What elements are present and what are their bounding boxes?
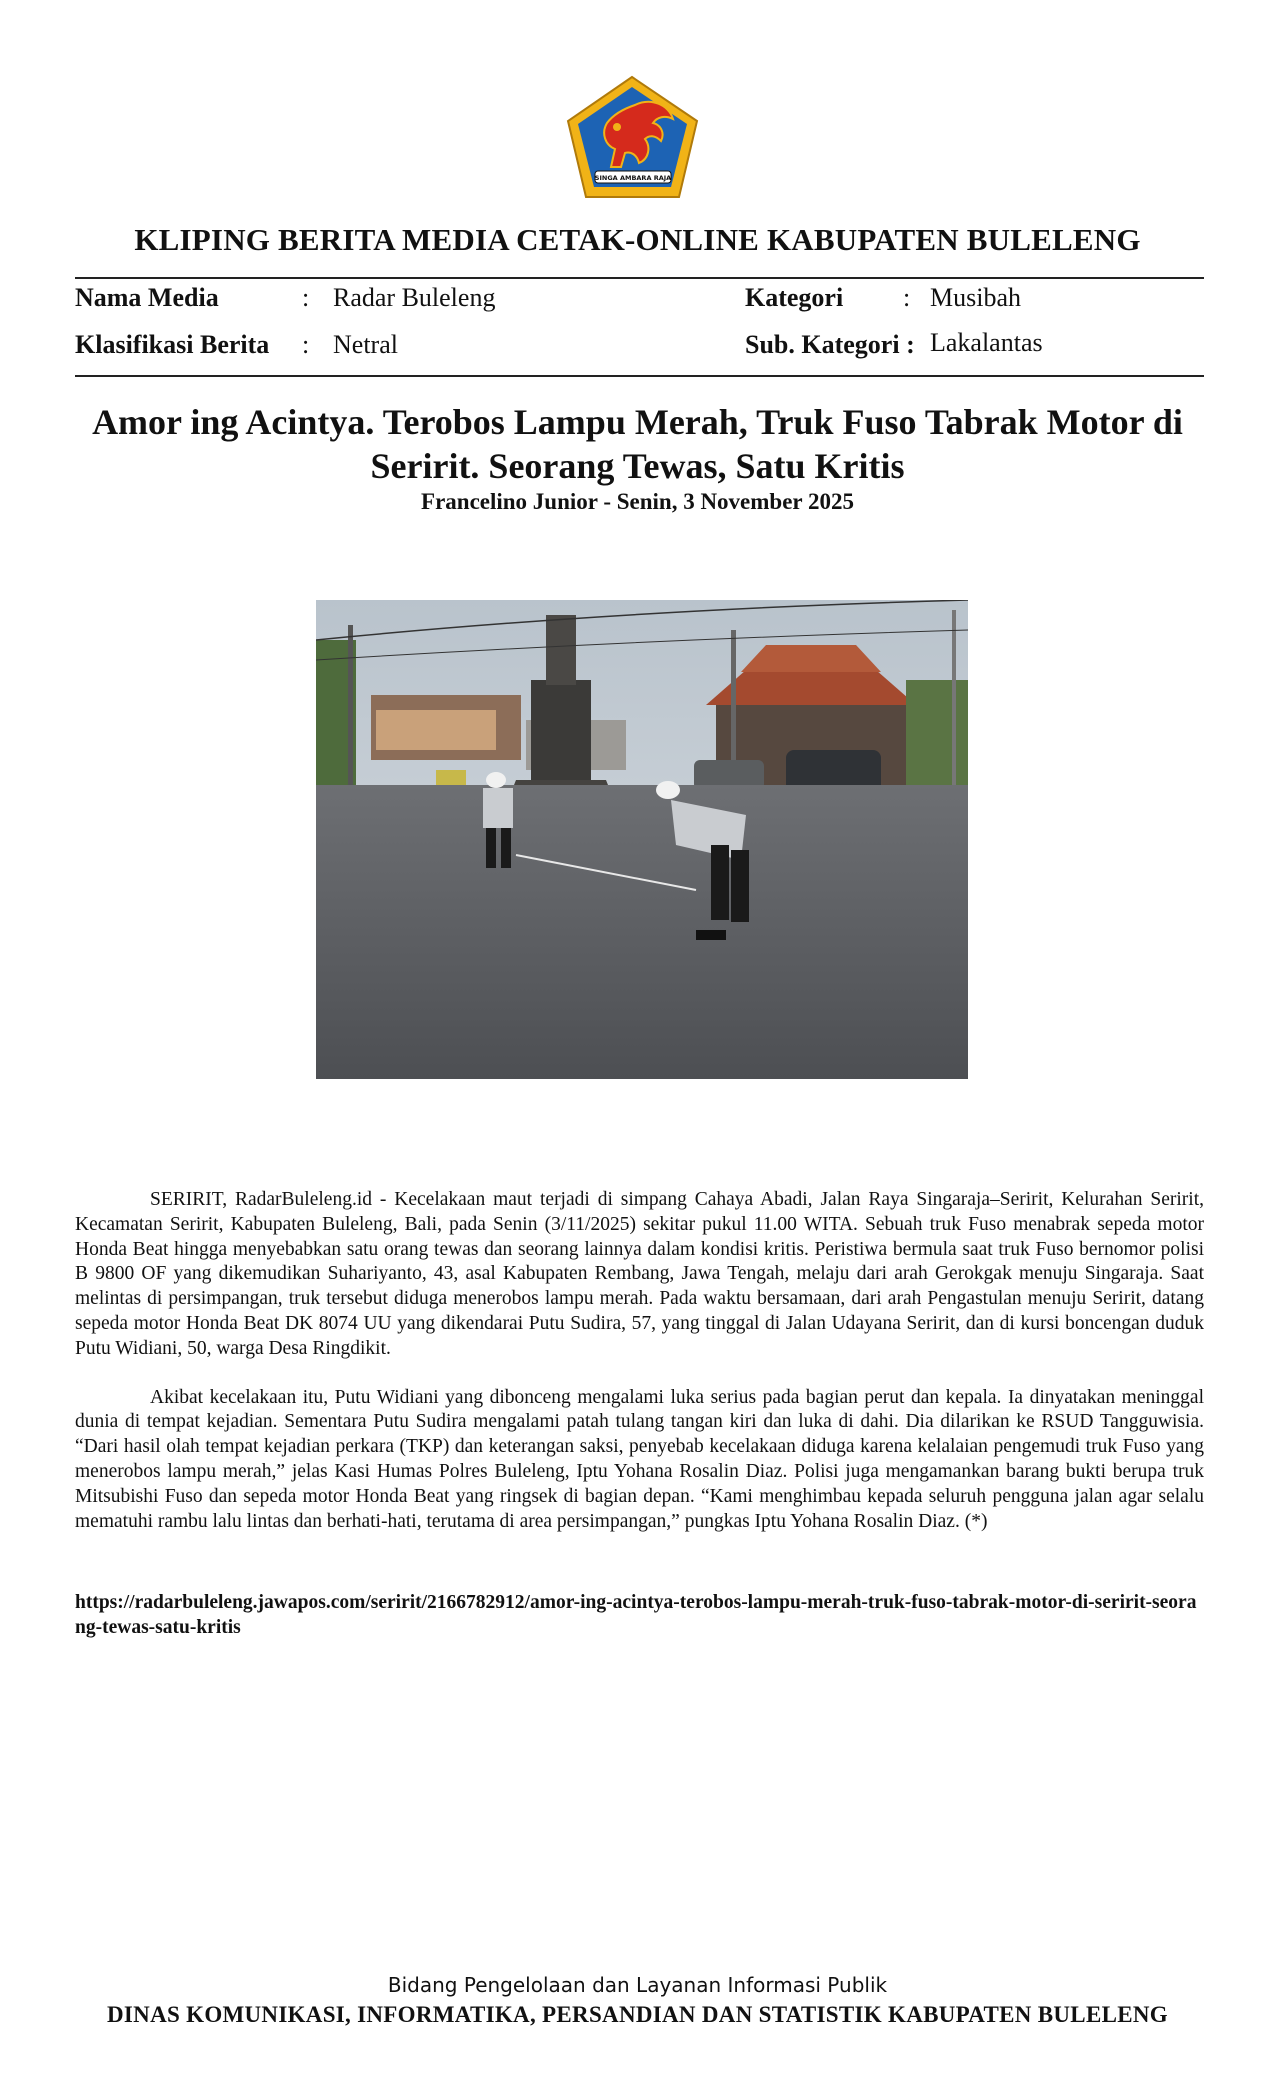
meta-sub-kategori <box>745 330 915 360</box>
buleleng-crest-logo <box>565 75 700 200</box>
meta-klasifikasi <box>75 330 269 360</box>
kategori-value: Musibah <box>930 283 1021 312</box>
meta-colon: : <box>302 330 310 359</box>
footer-agency: DINAS KOMUNIKASI, INFORMATIKA, PERSANDIAN DAN STATISTIK KABUPATEN BULELENG <box>107 2002 1168 2027</box>
source-link[interactable]: https://radarbuleleng.jawapos.com/seririt/2166782912/amor-ing-acintya-terobos-lampu-merah-truk-fuso-tabrak-motor-di-seririt-seorang-tewas-satu-kritis <box>75 1592 1197 1638</box>
footer-department: Bidang Pengelolaan dan Layanan Informasi Publik <box>387 1973 888 1997</box>
kategori-label: Kategori <box>745 283 844 312</box>
klasifikasi-label: Klasifikasi Berita <box>75 330 270 359</box>
article-paragraph: SERIRIT, RadarBuleleng.id - Kecelakaan maut terjadi di simpang Cahaya Abadi, Jalan Raya Singaraja–Seririt, Kelurahan Seririt, Kecamatan Seririt, Kabupaten Buleleng, Bali, pada Senin (3/11/2025) sekitar pukul 11.00 WITA. Sebuah truk Fuso menabrak sepeda motor Honda Beat hingga menyebabkan satu orang tewas dan seorang lainnya dalam kondisi kritis. Peristiwa bermula saat truk Fuso bernomor polisi B 9800 OF yang dikemudikan Suhariyanto, 43, asal Kabupaten Rembang, Jawa Tengah, melaju dari arah Gerokgak menuju Singaraja. Saat melintas di persimpangan, truk tersebut diduga menerobos lampu merah. Pada waktu bersamaan, dari arah Pengastulan menuju Seririt, datang sepeda motor Honda Beat DK 8074 UU yang dikendarai Putu Sudira, 57, yang tinggal di Jalan Udayana Seririt, dan di kursi boncengan duduk Putu Widiani, 50, warga Desa Ringdikit. <box>75 1189 1204 1359</box>
sub-kategori-label: Sub. Kategori : <box>745 330 915 359</box>
sub-kategori-value: Lakalantas <box>930 328 1043 357</box>
article-byline: Francelino Junior - Senin, 3 November 2025 <box>421 489 854 514</box>
meta-nama-media <box>75 283 219 313</box>
klasifikasi-value: Netral <box>333 330 398 359</box>
meta-colon: : <box>903 283 911 312</box>
news-photo <box>316 600 968 1079</box>
nama-media-value: Radar Buleleng <box>333 283 496 312</box>
nama-media-label: Nama Media <box>75 283 219 312</box>
article-paragraph: Akibat kecelakaan itu, Putu Widiani yang dibonceng mengalami luka serius pada bagian perut dan kepala. Ia dinyatakan meninggal dunia di tempat kejadian. Sementara Putu Sudira mengalami patah tulang tangan kiri dan luka di dahi. Dia dilarikan ke RSUD Tangguwisia. “Dari hasil olah tempat kejadian perkara (TKP) dan keterangan saksi, penyebab kecelakaan diduga karena kelalaian pengemudi truk Fuso yang menerobos lampu merah,” jelas Kasi Humas Polres Buleleng, Iptu Yohana Rosalin Diaz. Polisi juga mengamankan barang bukti berupa truk Mitsubishi Fuso dan sepeda motor Honda Beat yang ringsek di bagian depan. “Kami menghimbau kepada seluruh pengguna jalan agar selalu mematuhi rambu lalu lintas dan berhati-hati, terutama di area persimpangan,” pungkas Iptu Yohana Rosalin Diaz. (*) <box>75 1386 1204 1532</box>
top-rule <box>75 277 1204 279</box>
meta-colon: : <box>302 283 310 312</box>
logo-motto: SINGA AMBARA RAJA <box>594 174 672 182</box>
article-headline: Amor ing Acintya. Terobos Lampu Merah, Truk Fuso Tabrak Motor di Seririt. Seorang Tewas, Satu Kritis <box>92 402 1183 486</box>
clipping-title: KLIPING BERITA MEDIA CETAK-ONLINE KABUPATEN BULELENG <box>134 222 1141 257</box>
meta-kategori <box>745 283 843 313</box>
bottom-rule <box>75 375 1204 377</box>
article-body <box>75 1188 1204 1558</box>
